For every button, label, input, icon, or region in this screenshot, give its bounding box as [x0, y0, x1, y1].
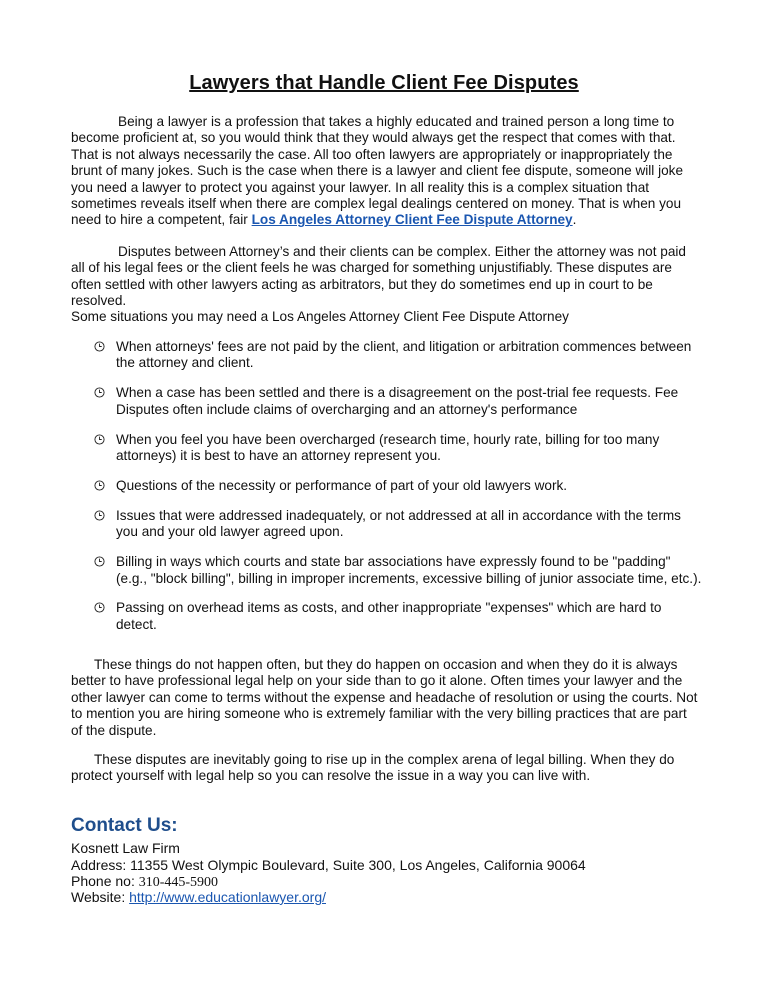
firm-name: Kosnett Law Firm: [71, 840, 180, 856]
clock-icon: [94, 387, 105, 398]
list-item-text: When you feel you have been overcharged (research time, hourly rate, billing for too many attorneys) it is best to have an attorney represent you.: [116, 431, 660, 464]
list-item: [94, 339, 704, 372]
list-item: [94, 554, 704, 587]
website-label: Website:: [71, 889, 130, 905]
document-title: Lawyers that Handle Client Fee Disputes: [189, 72, 579, 94]
list-item-text: Billing in ways which courts and state bar associations have expressly found to be "padding" (e.g., "block billing", billing in improper increments, excessive billing of junior associate time, etc.).: [116, 554, 702, 586]
intro-paragraph-text: Being a lawyer is a profession that takes a highly educated and trained person a long time to become proficient at, so you would think that they would always get the respect that comes with that. That is not always necessarily the case. All too often lawyers are appropriately or inappropriately the brunt of many jokes. Such is the case when there is a lawyer and client fee dispute, someone will joke you need a lawyer to protect you against your lawyer. In all reality this is a complex situation that sometimes reveals itself when there are complex legal dealings centered on money. That is when you need to hire a competent, fair: [71, 114, 684, 228]
list-item-text: When a case has been settled and there is a disagreement on the post-trial fee requests. Fee Disputes often include claims of overcharging and an attorney's performance: [116, 385, 679, 417]
clock-icon: [94, 480, 105, 491]
list-item: [94, 432, 704, 465]
situations-list: [94, 339, 704, 647]
clock-icon: [94, 510, 105, 521]
list-intro: Some situations you may need a Los Angeles Attorney Client Fee Dispute Attorney: [71, 309, 569, 324]
phone-number: 310-445-5900: [138, 875, 219, 890]
list-item-text: Passing on overhead items as costs, and other inappropriate "expenses" which are hard to detect.: [116, 600, 662, 632]
list-item: [94, 508, 704, 541]
list-item-text: When attorneys' fees are not paid by the client, and litigation or arbitration commences between the attorney and client.: [116, 339, 692, 371]
fee-dispute-attorney-link[interactable]: Los Angeles Attorney Client Fee Dispute Attorney: [251, 212, 573, 228]
list-item-text: Issues that were addressed inadequately, or not addressed at all in accordance with the terms you and your old lawyer agreed upon.: [116, 507, 681, 540]
address-line: Address: 11355 West Olympic Boulevard, Suite 300, Los Angeles, California 90064: [71, 857, 586, 873]
list-item: [94, 385, 704, 418]
list-item: [94, 600, 704, 633]
intro-paragraph: [71, 114, 699, 229]
website-link[interactable]: http://www.educationlawyer.org/: [129, 889, 326, 905]
advice-paragraph: These things do not happen often, but they do happen on occasion and when they do it is always better to have professional legal help on your side than to go it alone. Often times your lawyer and the other lawyer can come to terms without the expense and headache of resolution or using the courts. Not to mention you are hiring someone who is extremely familiar with the very billing practices that are part of the dispute.: [71, 657, 698, 738]
clock-icon: [94, 341, 105, 352]
website-line: [71, 889, 326, 905]
clock-icon: [94, 434, 105, 445]
contact-heading: Contact Us:: [71, 815, 178, 836]
phone-label: Phone no:: [71, 873, 139, 889]
clock-icon: [94, 602, 105, 613]
closing-paragraph: These disputes are inevitably going to rise up in the complex arena of legal billing. When they do protect yourself with legal help so you can resolve the issue in a way you can live with.: [71, 752, 675, 784]
intro-paragraph-end: .: [572, 212, 577, 228]
disputes-paragraph: Disputes between Attorney’s and their clients can be complex. Either the attorney was not paid all of his legal fees or the client feels he was charged for something unjustifiably. These disputes are often settled with other lawyers acting as arbitrators, but they do sometimes end up in court to be resolved.: [71, 244, 686, 309]
list-item: [94, 478, 704, 494]
clock-icon: [94, 556, 105, 567]
list-item-text: Questions of the necessity or performance of part of your old lawyers work.: [116, 477, 568, 493]
